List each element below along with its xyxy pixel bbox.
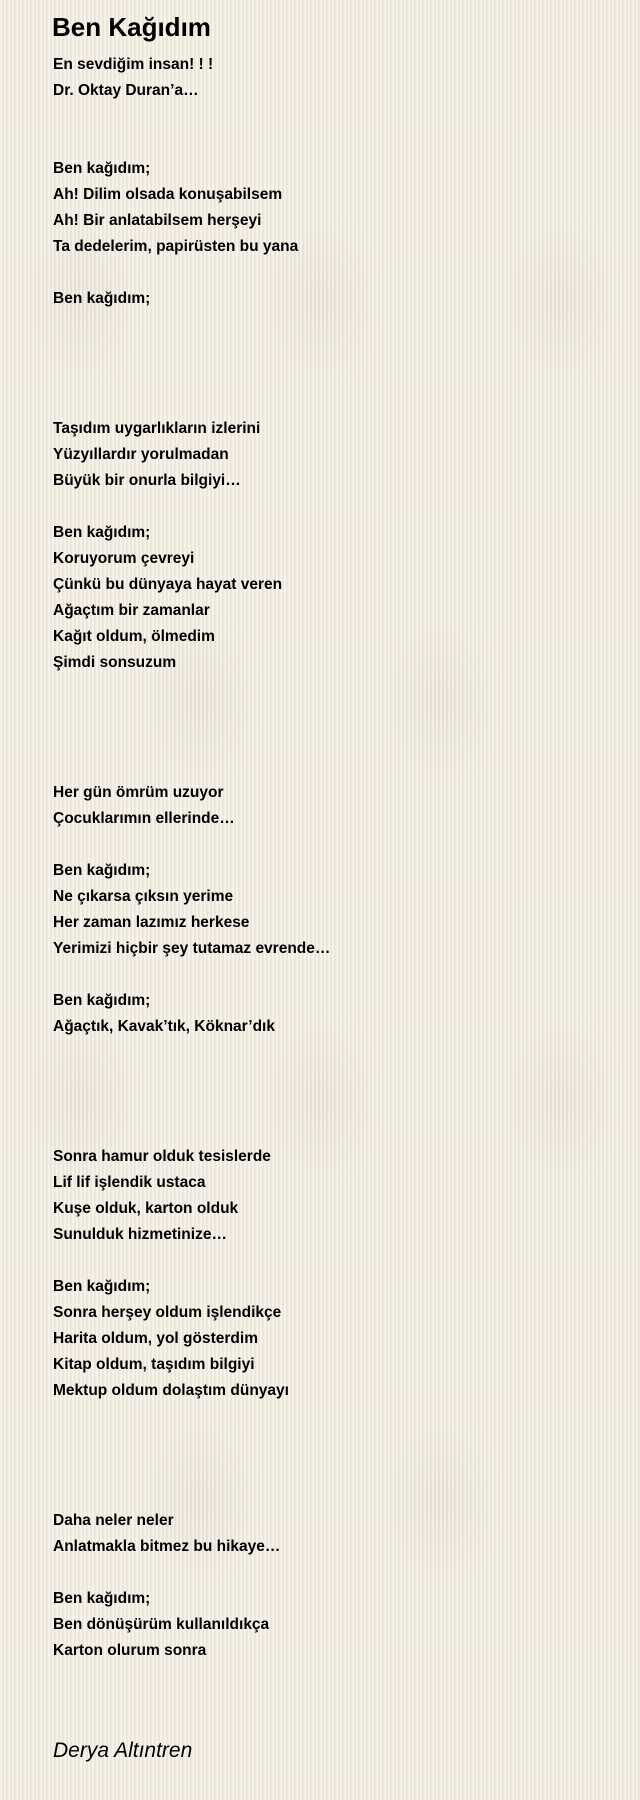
poem-line: Ben kağıdım; — [53, 1590, 151, 1607]
poem-title: Ben Kağıdım — [52, 12, 211, 42]
stanza-break — [53, 1560, 613, 1586]
poem-line: Taşıdım uygarlıkların izlerini — [53, 420, 261, 437]
poem-line: Anlatmakla bitmez bu hikaye… — [53, 1538, 281, 1555]
stanza-break — [53, 1482, 613, 1508]
stanza-break — [53, 1456, 613, 1482]
stanza-break — [53, 390, 613, 416]
stanza-break — [53, 494, 613, 520]
poem-line: Daha neler neler — [53, 1512, 174, 1529]
stanza-break — [53, 1248, 613, 1274]
poem-line: Ta dedelerim, papirüsten bu yana — [53, 238, 299, 255]
poem-line: Harita oldum, yol gösterdim — [53, 1330, 258, 1347]
poem-line: Ben kağıdım; — [53, 524, 151, 541]
poem-line: Ah! Dilim olsada konuşabilsem — [53, 186, 283, 203]
poem-line: Ben kağıdım; — [53, 862, 151, 879]
stanza-break — [53, 702, 613, 728]
stanza-break — [53, 312, 613, 338]
poem-line: Ben kağıdım; — [53, 1278, 151, 1295]
poem-line: Ben kağıdım; — [53, 160, 151, 177]
poem-line: Ne çıkarsa çıksın yerime — [53, 888, 234, 905]
poem-line: Ah! Bir anlatabilsem herşeyi — [53, 212, 262, 229]
stanza-break — [53, 1040, 613, 1066]
poem-line: Çocuklarımın ellerinde… — [53, 810, 235, 827]
poem-line: Şimdi sonsuzum — [53, 654, 177, 671]
poem-body — [53, 52, 613, 1664]
stanza-break — [53, 1066, 613, 1092]
poem-line: Kitap oldum, taşıdım bilgiyi — [53, 1356, 255, 1373]
poem-line: Kuşe olduk, karton olduk — [53, 1200, 239, 1217]
stanza-break — [53, 338, 613, 364]
poem-line: Karton olurum sonra — [53, 1642, 207, 1659]
stanza-break — [53, 1430, 613, 1456]
poem-line: Sonra herşey oldum işlendikçe — [53, 1304, 282, 1321]
poem-line: Sunulduk hizmetinize… — [53, 1226, 227, 1243]
poem-line: Lif lif işlendik ustaca — [53, 1174, 206, 1191]
poem-line: Ağaçtım bir zamanlar — [53, 602, 210, 619]
poem-line: Kağıt oldum, ölmedim — [53, 628, 215, 645]
poem-line: Mektup oldum dolaştım dünyayı — [53, 1382, 289, 1399]
poem-line: Yüzyıllardır yorulmadan — [53, 446, 229, 463]
stanza-break — [53, 962, 613, 988]
poem-line: Yerimizi hiçbir şey tutamaz evrende… — [53, 940, 331, 957]
poem-line: Dr. Oktay Duran’a… — [53, 82, 199, 99]
stanza-break — [53, 832, 613, 858]
stanza-break — [53, 1404, 613, 1430]
poem-line: Ben dönüşürüm kullanıldıkça — [53, 1616, 270, 1633]
poem-line: Koruyorum çevreyi — [53, 550, 195, 567]
poem-line: Ağaçtık, Kavak’tık, Köknar’dık — [53, 1018, 275, 1035]
poem-line: Ben kağıdım; — [53, 290, 151, 307]
stanza-break — [53, 676, 613, 702]
poem-line: Büyük bir onurla bilgiyi… — [53, 472, 241, 489]
poem-line: En sevdiğim insan! ! ! — [53, 56, 214, 73]
poem-line: Sonra hamur olduk tesislerde — [53, 1148, 271, 1165]
stanza-break — [53, 728, 613, 754]
poem-line: Çünkü bu dünyaya hayat veren — [53, 576, 283, 593]
poem-line: Her gün ömrüm uzuyor — [53, 784, 224, 801]
stanza-break — [53, 754, 613, 780]
stanza-break — [53, 1092, 613, 1118]
stanza-break — [53, 130, 613, 156]
stanza-break — [53, 364, 613, 390]
poem-line: Her zaman lazımız herkese — [53, 914, 250, 931]
poem-author: Derya Altıntren — [53, 1739, 193, 1762]
stanza-break — [53, 260, 613, 286]
stanza-break — [53, 1118, 613, 1144]
poem-line: Ben kağıdım; — [53, 992, 151, 1009]
stanza-break — [53, 104, 613, 130]
